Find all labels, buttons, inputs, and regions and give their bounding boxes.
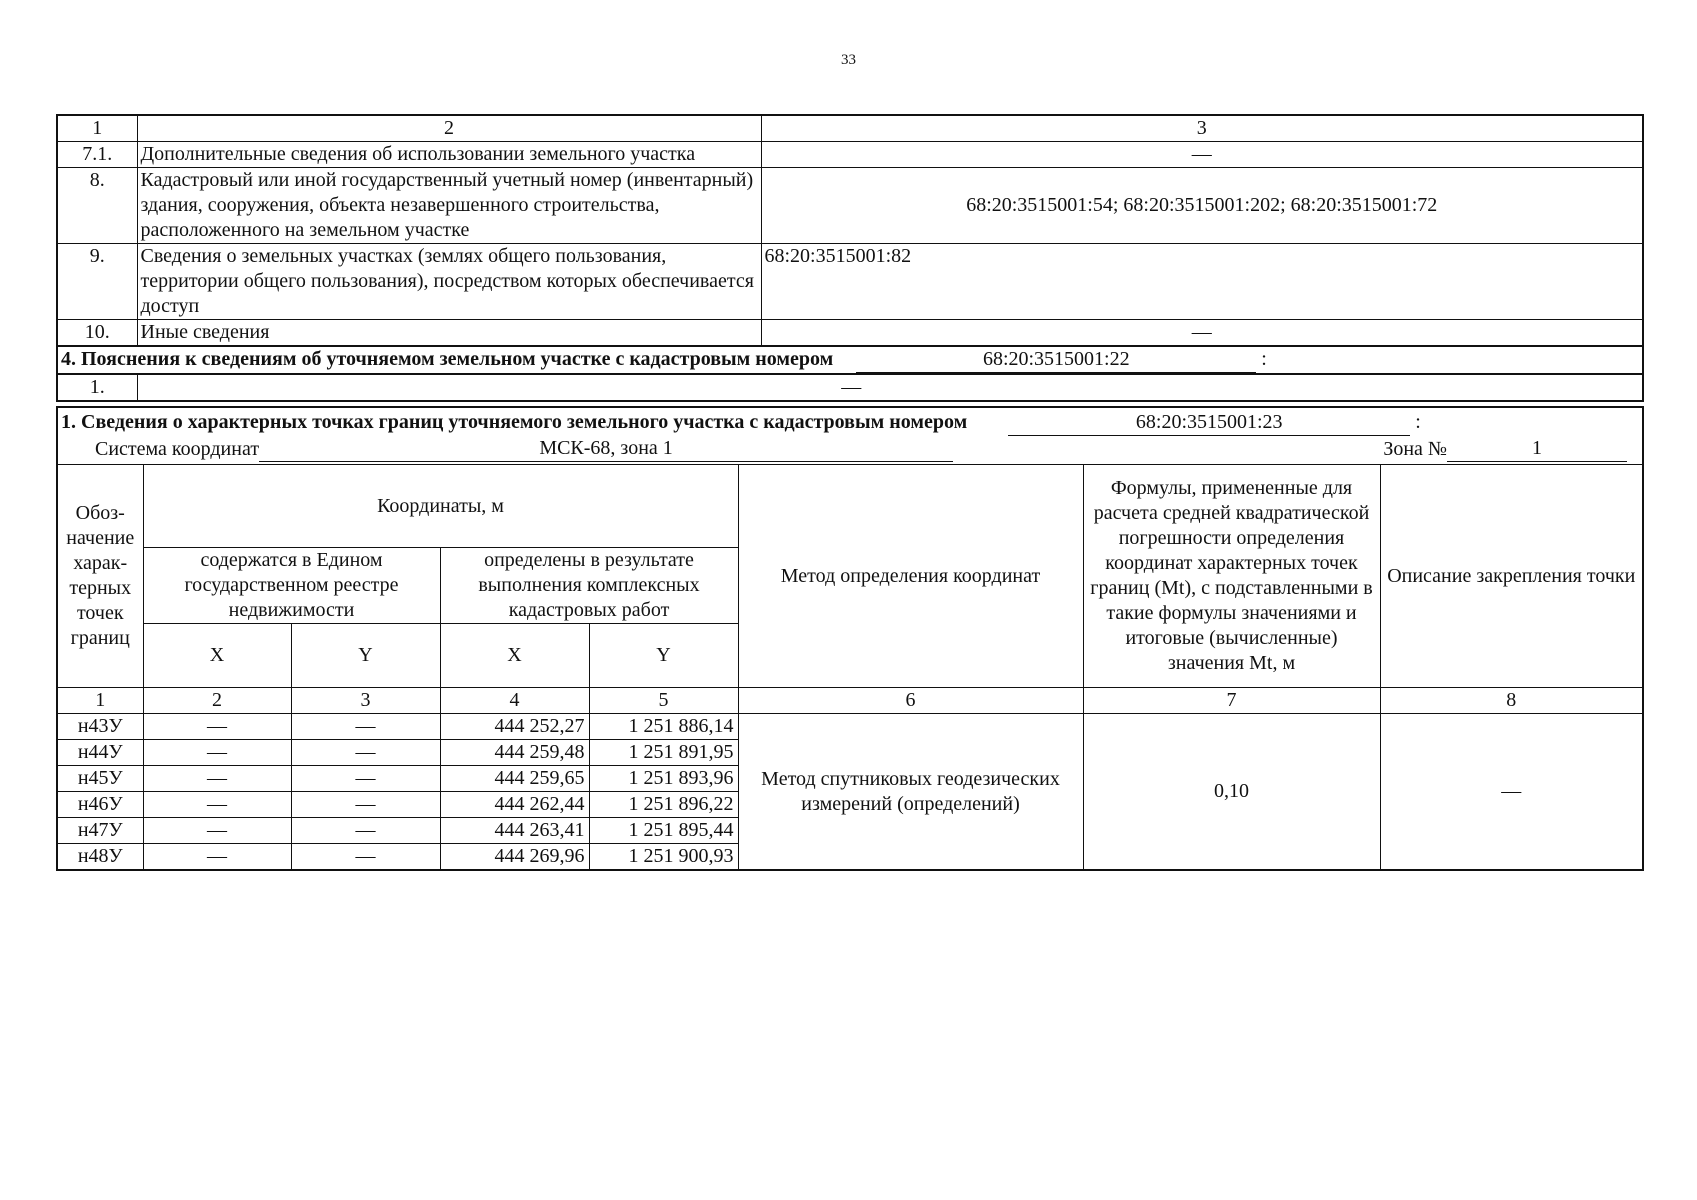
- document-sheet: [56, 114, 1644, 871]
- x-value: 444 263,41: [440, 818, 589, 844]
- x-value: 444 259,48: [440, 740, 589, 766]
- y-value: 1 251 896,22: [589, 792, 738, 818]
- row-value: —: [761, 142, 1643, 168]
- method-header: Метод определения координат: [738, 465, 1083, 688]
- y-value: 1 251 893,96: [589, 766, 738, 792]
- row-9: [57, 244, 1643, 320]
- y-value: 1 251 895,44: [589, 818, 738, 844]
- col-num-3: 3: [761, 115, 1643, 142]
- row-value: 68:20:3515001:54; 68:20:3515001:202; 68:20:3515001:72: [761, 168, 1643, 244]
- header-row-1: [57, 465, 1643, 548]
- section-4-title: 4. Пояснения к сведениям об уточняемом земельном участке с кадастровым номером: [61, 348, 834, 370]
- col-num-1: 1: [57, 688, 143, 714]
- section-1-header: [57, 407, 1643, 436]
- y-value: 1 251 900,93: [589, 844, 738, 871]
- point-name: н45У: [57, 766, 143, 792]
- determined-header: определены в результате выполнения комплексных кадастровых работ: [440, 548, 738, 624]
- method-value: Метод спутниковых геодезических измерений (определений): [738, 714, 1083, 871]
- x-value: 444 262,44: [440, 792, 589, 818]
- section-4-cadastral-number: 68:20:3515001:22: [856, 347, 1256, 373]
- row-number: 9.: [57, 244, 137, 320]
- y-egrn: —: [291, 766, 440, 792]
- row-8: [57, 168, 1643, 244]
- coordinates-header: Координаты, м: [143, 465, 738, 548]
- y-egrn: —: [291, 792, 440, 818]
- row-10: [57, 320, 1643, 347]
- row-number: 1.: [57, 374, 137, 401]
- description-value: —: [1380, 714, 1643, 871]
- col-num-3: 3: [291, 688, 440, 714]
- egrn-y-header: Y: [291, 624, 440, 688]
- coordinate-system-value: МСК-68, зона 1: [259, 436, 953, 462]
- row-label: Кадастровый или иной государственный учетный номер (инвентарный) здания, сооружения, объекта незавершенного строительства, расположенного на земельном участке: [137, 168, 761, 244]
- mt-value: 0,10: [1083, 714, 1380, 871]
- section-4-row-1: [57, 374, 1643, 401]
- designation-header: Обоз-начение харак-терных точек границ: [57, 465, 143, 688]
- section-1-cadastral-number: 68:20:3515001:23: [1008, 410, 1410, 436]
- row-value: —: [137, 374, 1643, 401]
- section-4-header: [57, 346, 1643, 374]
- zone-value: 1: [1447, 436, 1627, 462]
- row-number: 7.1.: [57, 142, 137, 168]
- col-num-2: 2: [137, 115, 761, 142]
- y-egrn: —: [291, 714, 440, 740]
- y-value: 1 251 891,95: [589, 740, 738, 766]
- point-name: н43У: [57, 714, 143, 740]
- formulas-header: Формулы, примененные для расчета средней квадратической погрешности определения координат характерных точек границ (Mt), с подставленными в такие формулы значениями и итоговые (вычисленные) значения Mt, м: [1083, 465, 1380, 688]
- x-egrn: —: [143, 818, 291, 844]
- point-name: н46У: [57, 792, 143, 818]
- point-name: н47У: [57, 818, 143, 844]
- zone-label: Зона №: [1383, 438, 1447, 460]
- col-num-7: 7: [1083, 688, 1380, 714]
- row-label: Сведения о земельных участках (землях общего пользования, территории общего пользования), посредством которых обеспечивается доступ: [137, 244, 761, 320]
- col-num-5: 5: [589, 688, 738, 714]
- x-egrn: —: [143, 792, 291, 818]
- coordinate-system-row: [57, 436, 1643, 465]
- table-row: [57, 714, 1643, 740]
- land-info-table: [56, 114, 1644, 402]
- y-egrn: —: [291, 740, 440, 766]
- coordinate-system-label: Система координат: [95, 438, 260, 460]
- col-num-8: 8: [1380, 688, 1643, 714]
- row-number: 8.: [57, 168, 137, 244]
- row-number: 10.: [57, 320, 137, 347]
- section-1-colon: :: [1415, 411, 1421, 433]
- x-egrn: —: [143, 740, 291, 766]
- point-name: н44У: [57, 740, 143, 766]
- y-egrn: —: [291, 844, 440, 871]
- x-value: 444 269,96: [440, 844, 589, 871]
- column-number-row: [57, 688, 1643, 714]
- row-value: 68:20:3515001:82: [761, 244, 1643, 320]
- x-value: 444 259,65: [440, 766, 589, 792]
- x-egrn: —: [143, 714, 291, 740]
- row-7-1: [57, 142, 1643, 168]
- egrn-x-header: X: [143, 624, 291, 688]
- section-1-title: 1. Сведения о характерных точках границ уточняемого земельного участка с кадастровым номером: [61, 411, 968, 433]
- x-egrn: —: [143, 766, 291, 792]
- x-value: 444 252,27: [440, 714, 589, 740]
- y-value: 1 251 886,14: [589, 714, 738, 740]
- section-4-colon: :: [1261, 348, 1267, 370]
- row-label: Дополнительные сведения об использовании земельного участка: [137, 142, 761, 168]
- page-number: 33: [841, 52, 856, 68]
- row-value: —: [761, 320, 1643, 347]
- boundary-points-table: [56, 406, 1644, 871]
- x-egrn: —: [143, 844, 291, 871]
- col-num-1: 1: [57, 115, 137, 142]
- description-header: Описание закрепления точки: [1380, 465, 1643, 688]
- point-name: н48У: [57, 844, 143, 871]
- determined-y-header: Y: [589, 624, 738, 688]
- y-egrn: —: [291, 818, 440, 844]
- column-number-row: [57, 115, 1643, 142]
- egrn-header: содержатся в Едином государственном реестре недвижимости: [143, 548, 440, 624]
- row-label: Иные сведения: [137, 320, 761, 347]
- col-num-6: 6: [738, 688, 1083, 714]
- col-num-4: 4: [440, 688, 589, 714]
- determined-x-header: X: [440, 624, 589, 688]
- col-num-2: 2: [143, 688, 291, 714]
